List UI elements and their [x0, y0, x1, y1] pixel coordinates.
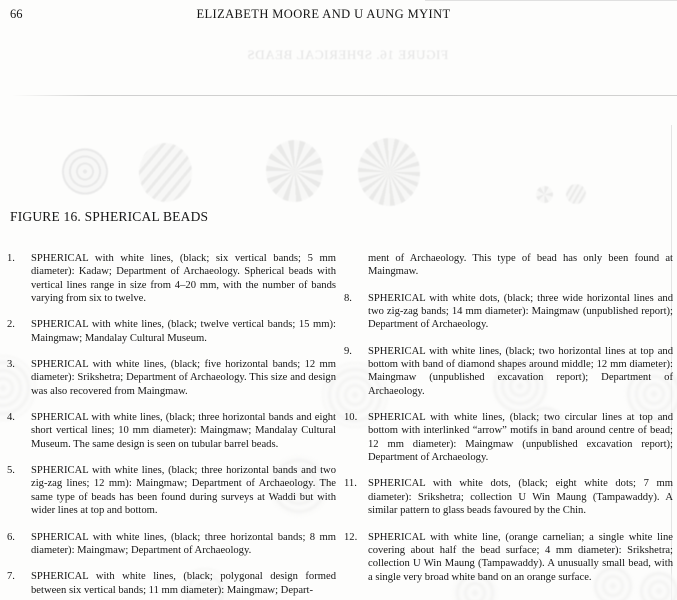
faint-horizontal-rule — [12, 95, 677, 96]
list-item — [344, 477, 673, 517]
item-text: SPHERICAL with white lines, (black; three horizontal bands; 8 mm diameter): Maingmaw; Department of Archaeology. — [31, 531, 336, 556]
list-item — [344, 411, 673, 464]
bead-radial-stripes-image — [266, 140, 323, 202]
list-item — [344, 345, 673, 398]
item-text: SPHERICAL with white lines, (black; polygonal design formed between six vertical bands; 11 mm diameter): Maingmaw; Depart- — [31, 571, 336, 596]
item-number: 9. — [344, 345, 352, 357]
bead-small-striped-image — [566, 184, 586, 204]
item-number: 8. — [344, 292, 352, 304]
item-number: 1. — [7, 253, 15, 264]
list-item — [7, 318, 336, 345]
item-number: 11. — [344, 478, 357, 490]
list-item — [7, 252, 336, 305]
list-item — [7, 570, 336, 597]
item-number: 12. — [344, 531, 358, 543]
item-number: 5. — [7, 465, 15, 477]
item-number — [344, 252, 368, 279]
item-number: 4. — [7, 412, 15, 424]
item-text: SPHERICAL with white lines, (black; two horizontal lines at top and bottom with band of diamond shapes around middle; 12 mm diameter): Maingmaw (unpublished excavation report); Department of Archaeology. — [368, 345, 673, 397]
list-item-continuation — [344, 252, 673, 279]
item-text: SPHERICAL with white lines, (black; two circular lines at top and bottom with interlinked “arrow” motifs in band around centre of bead; 12 mm diameter): Maingmaw (unpublished excavation report); Department of Archaeology. — [368, 412, 673, 464]
item-number: 3. — [7, 359, 15, 371]
scan-edge-artifact — [425, 0, 677, 1]
item-text: ment of Archaeology. This type of bead has only been found at Maingmaw. — [368, 253, 673, 278]
item-text: SPHERICAL with white lines, (black; six vertical bands; 5 mm diameter): Kadaw; Department of Archaeology. Spherical beads with vertical lines range in size from 4–20 mm, with the number of bands varying from six to twelve. — [31, 253, 336, 305]
list-item — [7, 464, 336, 517]
page-number: 66 — [10, 7, 23, 21]
item-number: 2. — [7, 319, 15, 331]
list-item — [7, 411, 336, 451]
item-text: SPHERICAL with white dots, (black; eight white dots; 7 mm diameter): Srikshetra; collection U Win Maung (Tampawaddy). A similar pattern to glass beads favoured by the Chin. — [368, 478, 673, 517]
list-item — [344, 531, 673, 584]
bead-melon-stripes-image — [358, 138, 420, 206]
list-column-right — [344, 252, 673, 584]
bead-small-dotted-image — [536, 186, 553, 203]
item-text: SPHERICAL with white line, (orange carnelian; a single white line covering about half the bead surface; 4 mm diameter): Srikshetra; collection U Win Maung (Tampawaddy). A unusually small bead, with a single very broad white band on an orange surface. — [368, 531, 673, 583]
item-number: 10. — [344, 412, 358, 424]
figure-caption: FIGURE 16. SPHERICAL BEADS — [10, 209, 209, 224]
list-item — [344, 292, 673, 332]
item-text: SPHERICAL with white lines, (black; five horizontal bands; 12 mm diameter): Srikshetra; Department of Archaeology. This size and design was also recovered from Maingmaw. — [31, 359, 336, 397]
item-text: SPHERICAL with white lines, (black; three horizontal bands and two zig-zag lines; 12 mm): Maingmaw; Department of Archaeology. The same type of beads has been found during surveys at Waddi but with wider lines at top and bottom. — [31, 465, 336, 517]
item-text: SPHERICAL with white dots, (black; three wide horizontal lines and two zig-zag bands; 14 mm diameter): Maingmaw (unpublished report); Department of Archaeology. — [368, 292, 673, 331]
item-number: 7. — [7, 571, 15, 583]
item-text: SPHERICAL with white lines, (black; three horizontal bands and eight short vertical lines; 10 mm diameter): Maingmaw; Mandalay Cultural Museum. The same design is seen on tubular barrel beads. — [31, 412, 336, 450]
list-item — [7, 358, 336, 398]
bead-concentric-rings-image — [62, 148, 108, 195]
list-column-left — [7, 252, 336, 597]
bead-diagonal-stripes-image — [139, 143, 192, 202]
item-text: SPHERICAL with white lines, (black; twelve vertical bands; 15 mm): Maingmaw; Mandalay Cultural Museum. — [31, 319, 336, 344]
running-header: ELIZABETH MOORE AND U AUNG MYINT — [196, 7, 451, 21]
list-item — [7, 531, 336, 558]
item-number: 6. — [7, 531, 15, 543]
show-through-ghost-text: FIGURE 16. SPHERICAL BEADS — [246, 47, 449, 62]
